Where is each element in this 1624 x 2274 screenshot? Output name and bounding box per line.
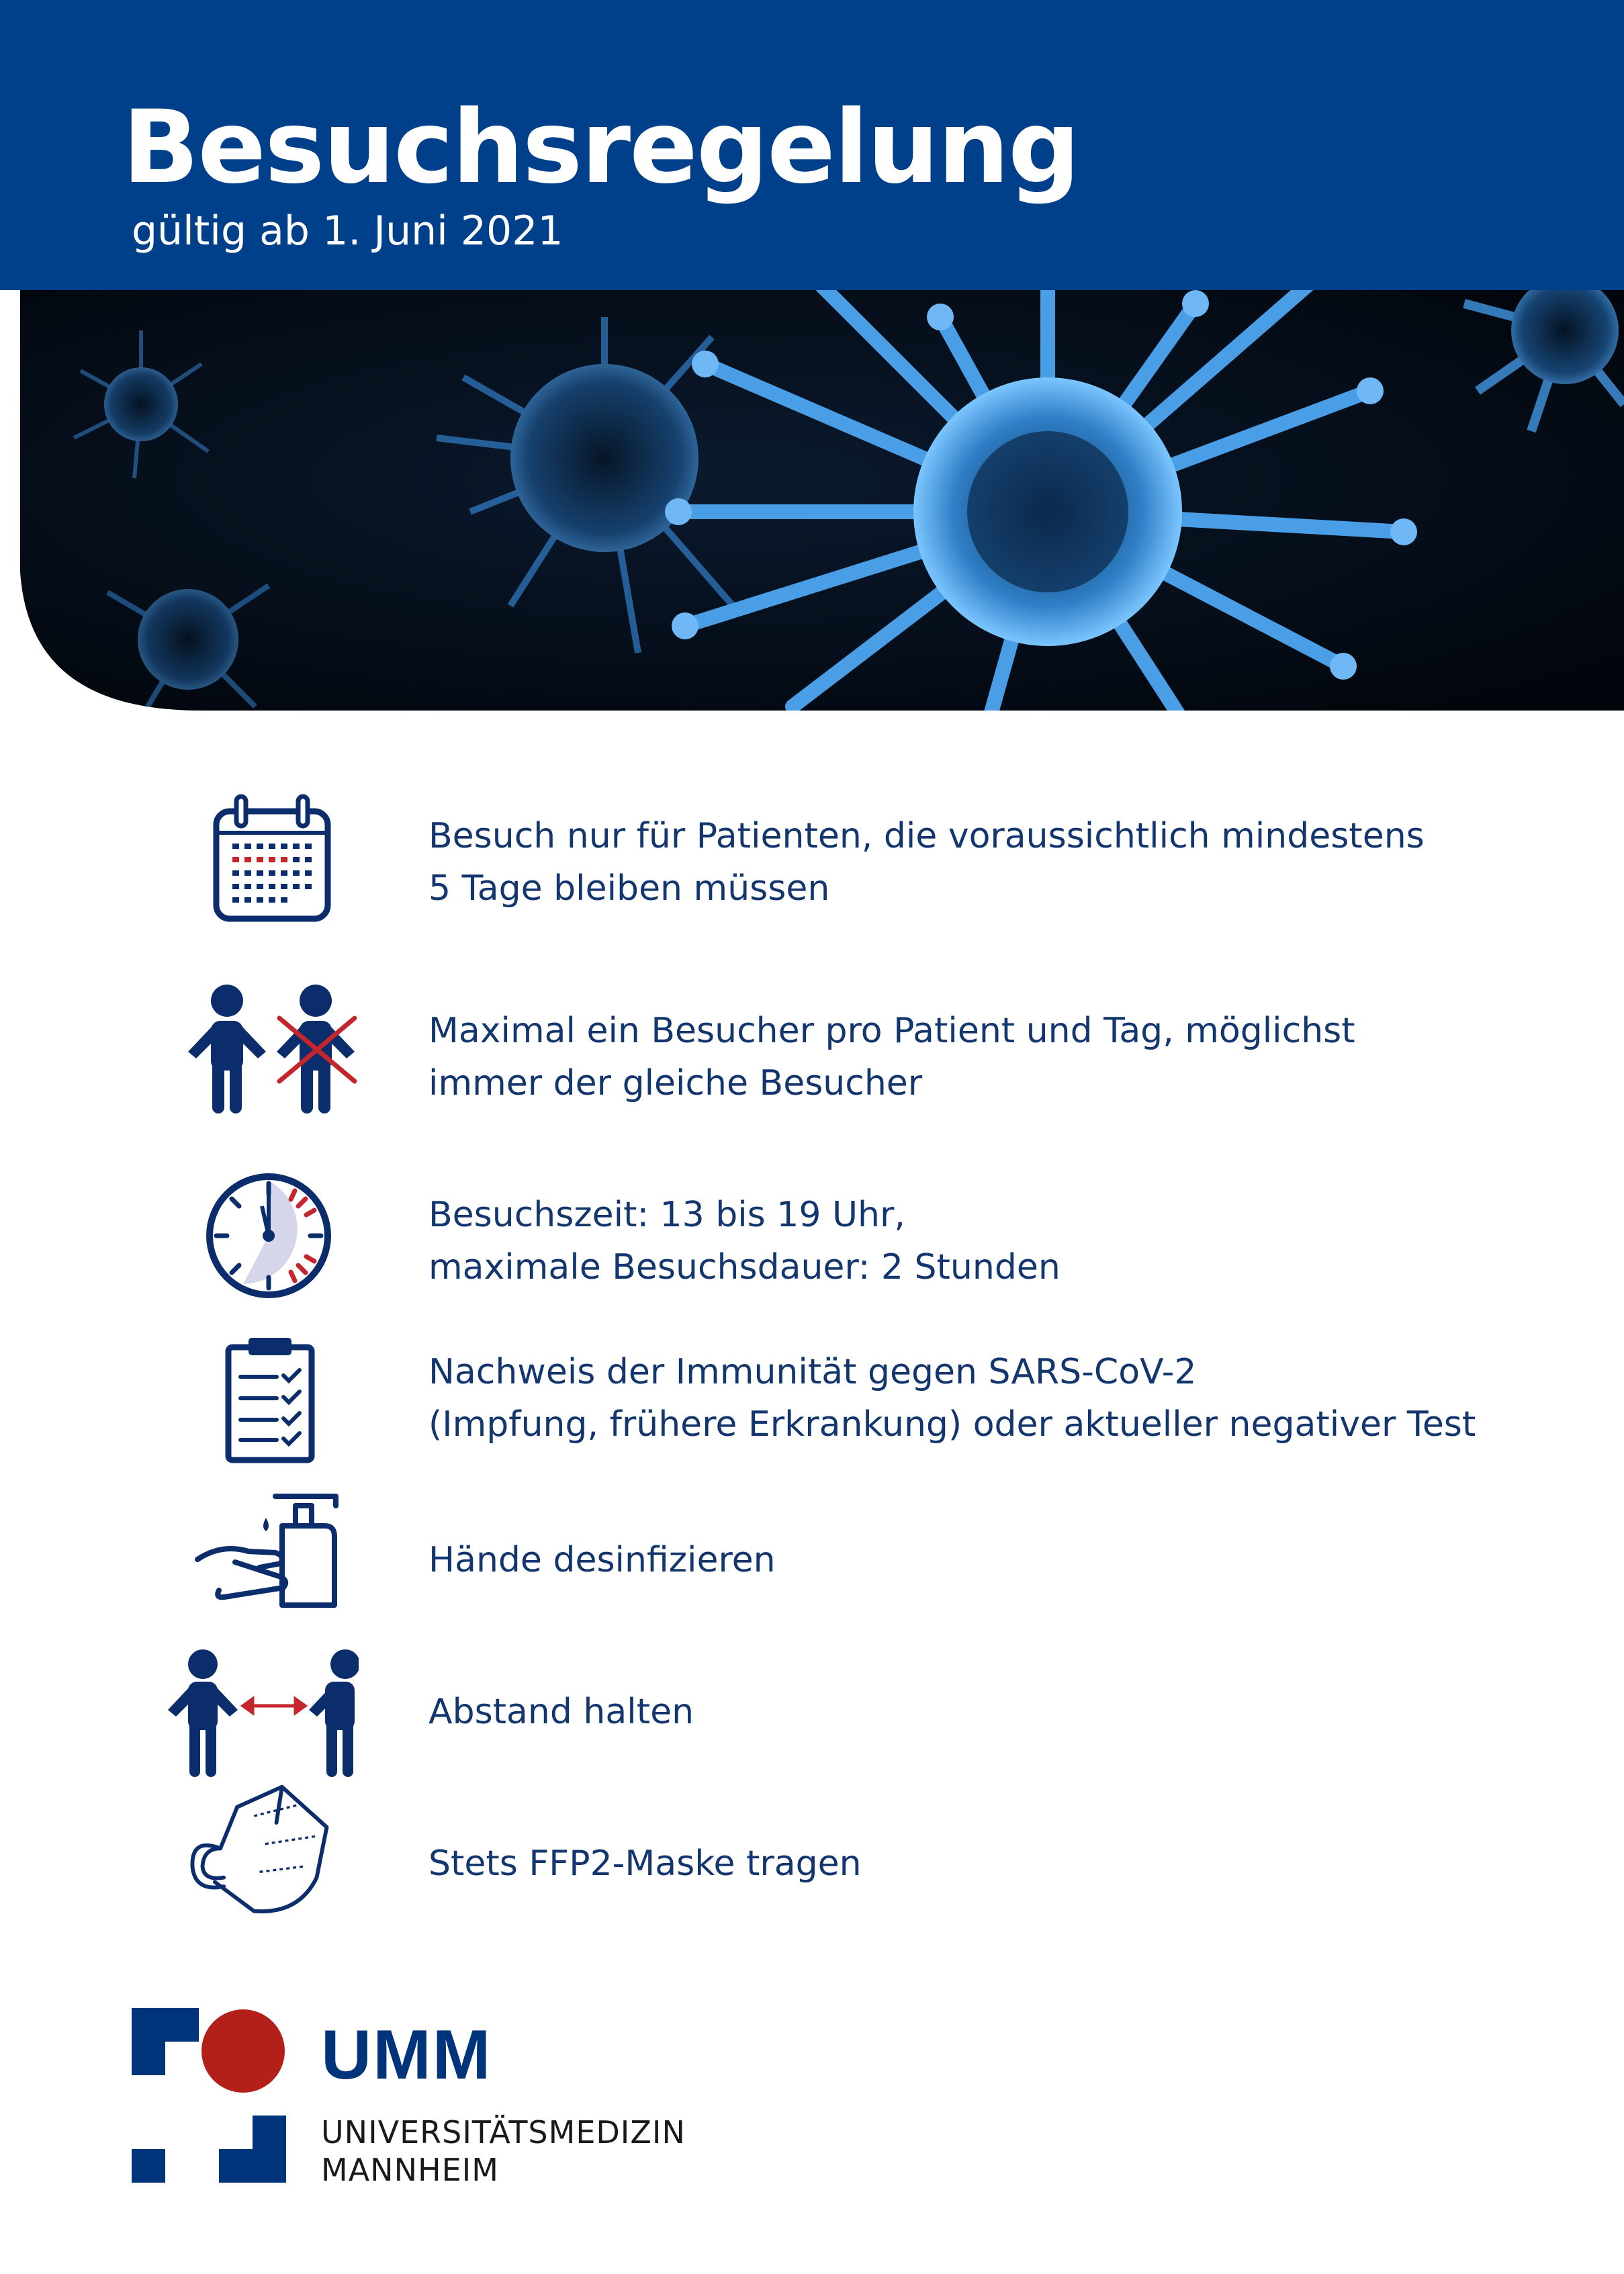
rule-text-line: maximale Besuchsdauer: 2 Stunden — [428, 1247, 1061, 1287]
clipboard-checklist-icon — [222, 1332, 416, 1467]
rule-text-line: Stets FFP2-Maske tragen — [428, 1844, 862, 1884]
logo-name-line-1: UNIVERSITÄTSMEDIZIN — [321, 2114, 686, 2150]
logo-abbreviation: UMM — [321, 2016, 492, 2094]
one-visitor-icon — [181, 982, 376, 1116]
coronavirus-banner-image — [0, 290, 1624, 711]
rule-text-line: Besuchszeit: 13 bis 19 Uhr, — [428, 1195, 905, 1235]
rule-text-line: Maximal ein Besucher pro Patient und Tag, möglichst — [428, 1011, 1355, 1051]
clock-icon — [196, 1169, 391, 1303]
calendar-icon — [201, 792, 396, 927]
rule-text-line: (Impfung, frühere Erkrankung) oder aktueller negativer Test — [428, 1404, 1476, 1445]
rule-text-line: Besuch nur für Patienten, die voraussichtlich mindestens — [428, 816, 1425, 856]
rule-text-line: 5 Tage bleiben müssen — [428, 868, 830, 909]
rule-text-line: Abstand halten — [428, 1692, 694, 1732]
distance-icon — [164, 1647, 359, 1781]
rule-text-line: Nachweis der Immunität gegen SARS-CoV-2 — [428, 1352, 1197, 1392]
page-title: Besuchsregelung — [122, 89, 1079, 206]
rule-text-line: Hände desinfizieren — [428, 1540, 776, 1580]
rule-text-line: immer der gleiche Besucher — [428, 1063, 923, 1103]
ffp2-mask-icon — [171, 1782, 365, 1917]
hand-sanitizer-icon — [195, 1491, 390, 1625]
page-subtitle: gültig ab 1. Juni 2021 — [132, 208, 563, 255]
logo-name-line-2: MANNHEIM — [321, 2152, 499, 2188]
